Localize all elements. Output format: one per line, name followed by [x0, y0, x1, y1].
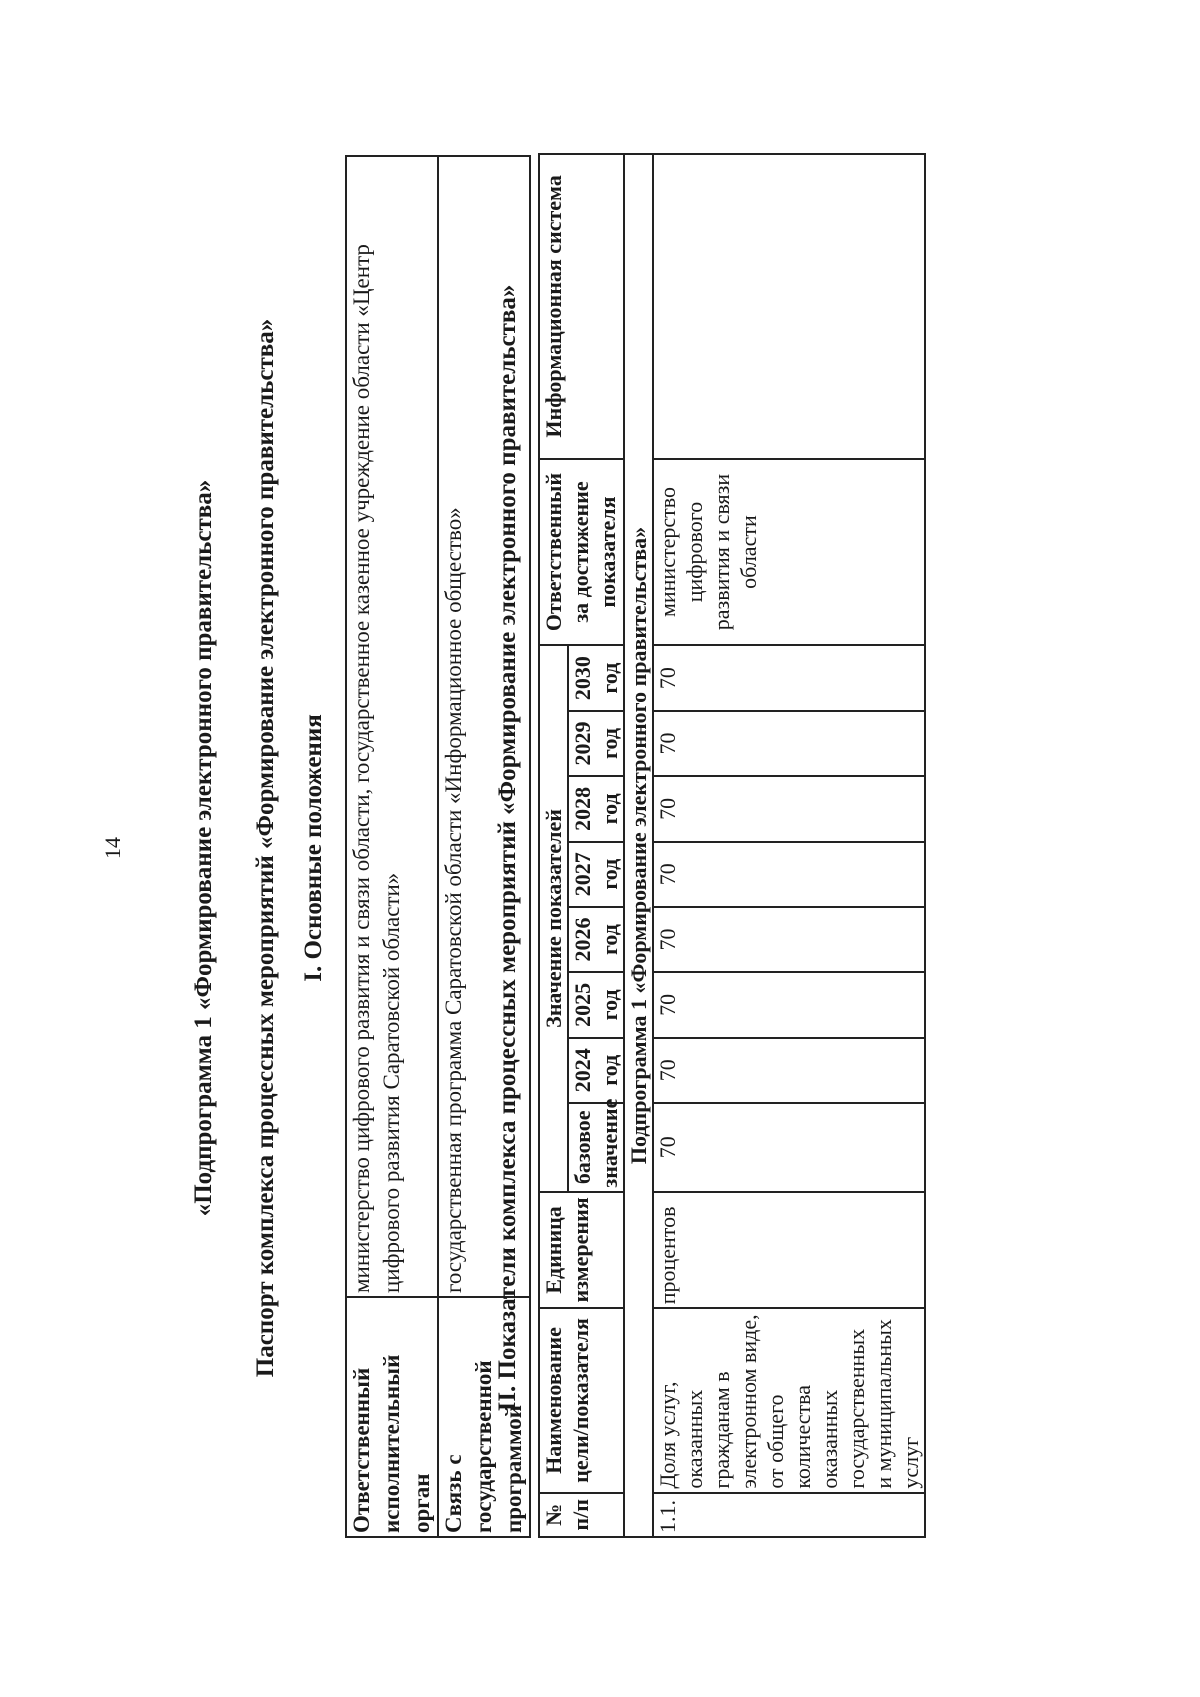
col-year-header: 2028 год [568, 776, 624, 841]
row-year-value: 70 [653, 972, 925, 1037]
col-base-header: базовое значение [568, 1103, 624, 1192]
col-year-header: 2030 год [568, 645, 624, 710]
row-unit: процентов [653, 1192, 925, 1309]
header-row [539, 154, 568, 1537]
page-number: 14 [100, 837, 125, 859]
table-row [346, 156, 438, 1537]
row-responsible: министерство цифрового развития и связи области [653, 459, 925, 646]
row-year-value: 70 [653, 907, 925, 972]
section-row [624, 154, 653, 1537]
col-year-header: 2025 год [568, 972, 624, 1037]
col-name-header: Наименование цели/показателя [539, 1308, 624, 1492]
rotated-page [70, 108, 1130, 1588]
responsible-body-value: министерство цифрового развития и связи области, государственное казенное учреждение области «Центр цифрового развития Саратовской области» [346, 156, 438, 1297]
passport-title: Паспорт комплекса процессных мероприятий «Формирование электронного правительства» [252, 318, 279, 1378]
subprogram-title: «Подпрограмма 1 «Формирование электронного правительства» [190, 479, 217, 1217]
col-year-header: 2024 год [568, 1038, 624, 1103]
row-year-value: 70 [653, 776, 925, 841]
row-name: Доля услуг, оказанных гражданам в электронном виде, от общего количества оказанных государственных и муниципальных услуг [653, 1308, 925, 1492]
row-year-value: 70 [653, 842, 925, 907]
col-responsible-header: Ответственный за достижение показателя [539, 459, 624, 646]
section1-title: I. Основные положения [300, 714, 327, 982]
table-row [653, 154, 925, 1537]
row-year-value: 70 [653, 645, 925, 710]
row-number: 1.1. [653, 1493, 925, 1537]
col-number-header: № п/п [539, 1493, 624, 1537]
row-info-system [653, 154, 925, 459]
program-link-label: Связь с государственной программой [438, 1297, 530, 1537]
col-year-header: 2027 год [568, 842, 624, 907]
program-link-value: государственная программа Саратовской области «Информационное общество» [438, 156, 530, 1297]
subprogram-section-label: Подпрограмма 1 «Формирование электронного правительства» [624, 154, 653, 1537]
col-year-header: 2029 год [568, 711, 624, 776]
row-base-value: 70 [653, 1103, 925, 1192]
row-year-value: 70 [653, 711, 925, 776]
col-values-group-header: Значение показателей [539, 645, 568, 1191]
responsible-body-label: Ответственный исполнительный орган [346, 1297, 438, 1537]
col-year-header: 2026 год [568, 907, 624, 972]
col-info-system-header: Информационная система [539, 154, 624, 459]
section2-title: II. Показатели комплекса процессных мероприятий «Формирование электронного правительства» [494, 284, 521, 1412]
row-year-value: 70 [653, 1038, 925, 1103]
col-unit-header: Единица измерения [539, 1192, 624, 1309]
indicators-table [538, 153, 926, 1538]
